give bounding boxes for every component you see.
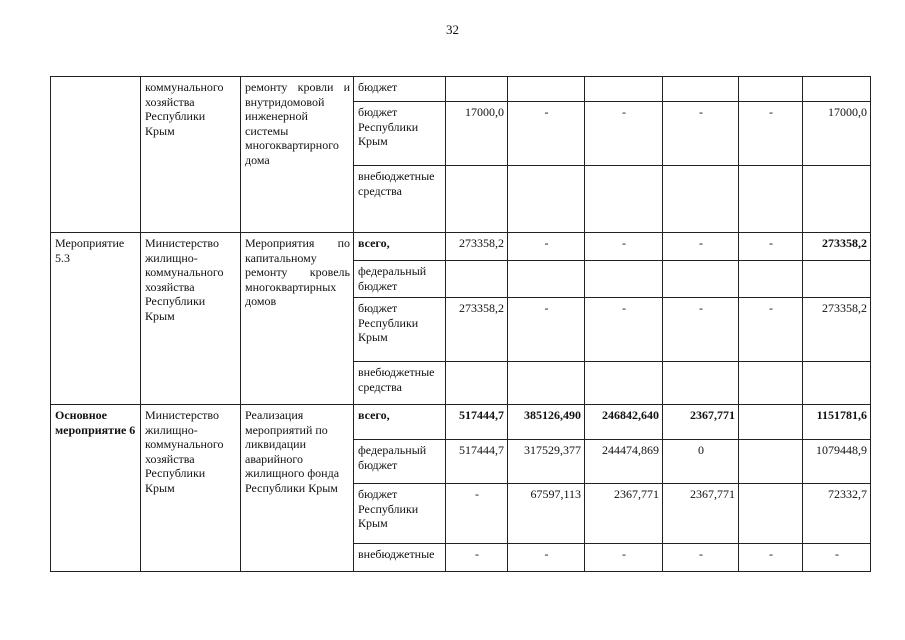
source-cell: федеральный бюджет — [354, 261, 446, 298]
value-cell: - — [585, 102, 663, 166]
value-cell: - — [585, 298, 663, 362]
value-cell: - — [446, 484, 508, 544]
source-cell: внебюджетные средства — [354, 166, 446, 233]
event-cell: Основное мероприятие 6 — [51, 405, 141, 572]
value-cell: 273358,2 — [803, 298, 871, 362]
value-cell — [446, 77, 508, 102]
value-cell: 0 — [663, 440, 739, 484]
value-cell — [585, 166, 663, 233]
value-cell: 517444,7 — [446, 405, 508, 440]
value-cell: 273358,2 — [446, 298, 508, 362]
value-cell: 273358,2 — [446, 233, 508, 261]
value-cell — [585, 77, 663, 102]
value-cell: - — [739, 233, 803, 261]
value-cell: - — [508, 233, 585, 261]
value-cell: 17000,0 — [446, 102, 508, 166]
value-cell — [739, 484, 803, 544]
value-cell: 2367,771 — [663, 405, 739, 440]
value-cell: 317529,377 — [508, 440, 585, 484]
source-cell: бюджет Республики Крым — [354, 298, 446, 362]
source-cell: всего, — [354, 405, 446, 440]
table-row — [51, 233, 871, 261]
value-cell — [739, 166, 803, 233]
event-name-cell: Мероприятия по капитальному ремонту кровель многоквартирных домов — [241, 233, 354, 405]
value-cell — [446, 261, 508, 298]
value-cell: - — [508, 298, 585, 362]
value-cell: - — [585, 233, 663, 261]
value-cell — [739, 362, 803, 405]
value-cell: 2367,771 — [663, 484, 739, 544]
value-cell: 1079448,9 — [803, 440, 871, 484]
value-cell: 67597,113 — [508, 484, 585, 544]
value-cell — [739, 261, 803, 298]
value-cell — [446, 362, 508, 405]
value-cell: - — [508, 544, 585, 572]
value-cell: 72332,7 — [803, 484, 871, 544]
value-cell: 273358,2 — [803, 233, 871, 261]
source-cell: федеральный бюджет — [354, 440, 446, 484]
value-cell: - — [739, 544, 803, 572]
value-cell: - — [739, 102, 803, 166]
value-cell — [739, 77, 803, 102]
value-cell: - — [739, 298, 803, 362]
value-cell: - — [663, 544, 739, 572]
value-cell — [803, 261, 871, 298]
table-row — [51, 77, 871, 102]
source-cell: бюджет Республики Крым — [354, 102, 446, 166]
value-cell: - — [446, 544, 508, 572]
value-cell: - — [663, 102, 739, 166]
value-cell: - — [663, 233, 739, 261]
value-cell — [803, 166, 871, 233]
source-cell: внебюджетные — [354, 544, 446, 572]
event-name-cell: Реализация мероприятий по ликвидации аварийного жилищного фонда Республики Крым — [241, 405, 354, 572]
executor-cell: Министерство жилищно-коммунального хозяйства Республики Крым — [141, 405, 241, 572]
executor-cell: Министерство жилищно-коммунального хозяйства Республики Крым — [141, 233, 241, 405]
value-cell — [585, 261, 663, 298]
table-row — [51, 405, 871, 440]
value-cell: 17000,0 — [803, 102, 871, 166]
value-cell — [739, 405, 803, 440]
source-cell: внебюджетные средства — [354, 362, 446, 405]
value-cell: - — [508, 102, 585, 166]
value-cell — [508, 362, 585, 405]
value-cell: 1151781,6 — [803, 405, 871, 440]
value-cell: - — [803, 544, 871, 572]
value-cell — [663, 166, 739, 233]
value-cell — [508, 166, 585, 233]
value-cell — [739, 440, 803, 484]
budget-table — [50, 76, 871, 572]
value-cell: 2367,771 — [585, 484, 663, 544]
value-cell: - — [663, 298, 739, 362]
value-cell: 517444,7 — [446, 440, 508, 484]
value-cell — [585, 362, 663, 405]
source-cell: бюджет Республики Крым — [354, 484, 446, 544]
value-cell: 244474,869 — [585, 440, 663, 484]
value-cell — [803, 77, 871, 102]
value-cell — [663, 261, 739, 298]
value-cell: 385126,490 — [508, 405, 585, 440]
value-cell: - — [585, 544, 663, 572]
value-cell: 246842,640 — [585, 405, 663, 440]
value-cell — [446, 166, 508, 233]
page-number: 32 — [446, 22, 459, 37]
source-cell: всего, — [354, 233, 446, 261]
value-cell — [508, 77, 585, 102]
value-cell — [508, 261, 585, 298]
value-cell — [803, 362, 871, 405]
value-cell — [663, 362, 739, 405]
event-cell: Мероприятие 5.3 — [51, 233, 141, 405]
event-cell — [51, 77, 141, 233]
source-cell: бюджет — [354, 77, 446, 102]
event-name-cell: ремонту кровли и внутридомовой инженерной системы многоквартирного дома — [241, 77, 354, 233]
value-cell — [663, 77, 739, 102]
executor-cell: коммунального хозяйства Республики Крым — [141, 77, 241, 233]
